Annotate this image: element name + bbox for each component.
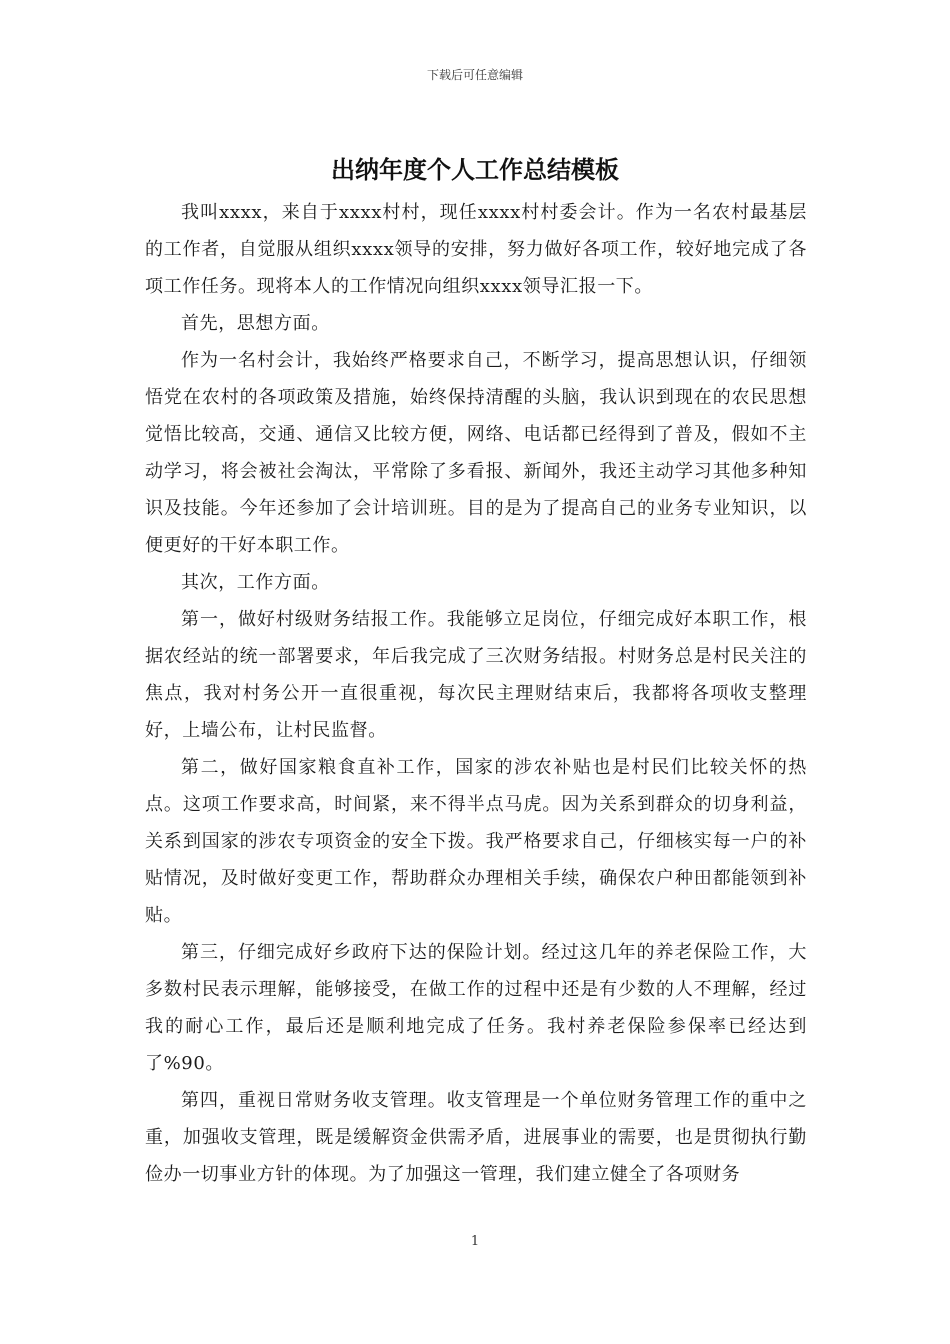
document-body bbox=[145, 194, 807, 1193]
header-note: 下载后可任意编辑 bbox=[426, 68, 523, 82]
paragraph-work-first: 第一，做好村级财务结报工作。我能够立足岗位，仔细完成好本职工作，根据农经站的统一部署要求，年后我完成了三次财务结报。村财务总是村民关注的焦点，我对村务公开一直很重视，每次民主理财结束后，我都将各项收支整理好，上墙公布，让村民监督。 bbox=[145, 609, 807, 741]
paragraph-heading-work: 其次，工作方面。 bbox=[181, 572, 330, 593]
paragraph-heading-thought: 首先，思想方面。 bbox=[181, 313, 330, 334]
paragraph-thought: 作为一名村会计，我始终严格要求自己，不断学习，提高思想认识，仔细领悟党在农村的各项政策及措施，始终保持清醒的头脑，我认识到现在的农民思想觉悟比较高，交通、通信又比较方便，网络、电话都已经得到了普及，假如不主动学习，将会被社会淘汰，平常除了多看报、新闻外，我还主动学习其他多种知识及技能。今年还参加了会计培训班。目的是为了提高自己的业务专业知识，以便更好的干好本职工作。 bbox=[145, 350, 807, 556]
paragraph-work-fourth: 第四，重视日常财务收支管理。收支管理是一个单位财务管理工作的重中之重，加强收支管理，既是缓解资金供需矛盾，进展事业的需要，也是贯彻执行勤俭办一切事业方针的体现。为了加强这一管理，我们建立健全了各项财务 bbox=[145, 1090, 807, 1185]
document-title: 出纳年度个人工作总结模板 bbox=[331, 155, 619, 184]
paragraph-work-second: 第二，做好国家粮食直补工作，国家的涉农补贴也是村民们比较关怀的热点。这项工作要求高，时间紧，来不得半点马虎。因为关系到群众的切身利益，关系到国家的涉农专项资金的安全下拨。我严格要求自己，仔细核实每一户的补贴情况，及时做好变更工作，帮助群众办理相关手续，确保农户种田都能领到补贴。 bbox=[145, 757, 807, 926]
page-number: 1 bbox=[470, 1234, 480, 1249]
paragraph-intro: 我叫xxxx，来自于xxxx村村，现任xxxx村村委会计。作为一名农村最基层的工作者，自觉服从组织xxxx领导的安排，努力做好各项工作，较好地完成了各项工作任务。现将本人的工作情况向组织xxxx领导汇报一下。 bbox=[145, 202, 807, 297]
paragraph-work-third: 第三，仔细完成好乡政府下达的保险计划。经过这几年的养老保险工作，大多数村民表示理解，能够接受，在做工作的过程中还是有少数的人不理解，经过我的耐心工作，最后还是顺利地完成了任务。我村养老保险参保率已经达到了%90。 bbox=[145, 942, 807, 1074]
